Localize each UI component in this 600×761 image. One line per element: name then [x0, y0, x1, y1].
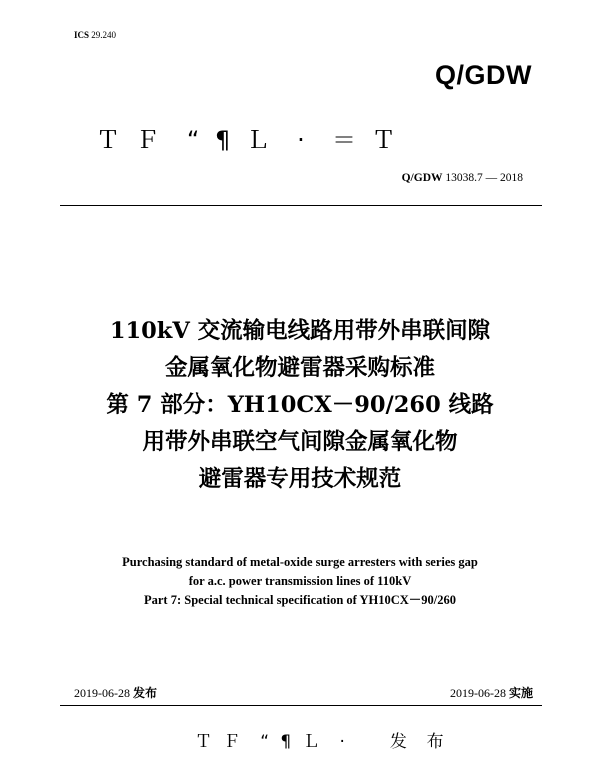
- publish-info: [74, 684, 157, 701]
- title-line: 110kV 交流输电线路用带外串联间隙: [109, 318, 491, 344]
- top-divider: [60, 205, 542, 206]
- implement-label: 实施: [508, 686, 533, 700]
- publish-label: 发布: [133, 686, 158, 700]
- title-line: 用带外串联空气间隙金属氧化物: [142, 429, 458, 455]
- title-line: 金属氧化物避雷器采购标准: [164, 355, 435, 381]
- english-title-line: for a.c. power transmission lines of 110kV: [188, 574, 412, 588]
- ics-label: ICS: [74, 30, 90, 40]
- publish-date: 2019-06-28: [74, 686, 130, 700]
- issuing-organization: Ｔ Ｆ “ ¶ Ｌ · ＝ Ｔ: [96, 126, 400, 154]
- standard-code: Q/GDW: [435, 60, 532, 90]
- title-line: 避雷器专用技术规范: [198, 466, 402, 492]
- ics-code: 29.240: [91, 30, 117, 40]
- ics-classification: [74, 30, 116, 40]
- issuer-line: Ｔ Ｆ “ ¶ Ｌ · 发 布: [195, 732, 447, 752]
- english-title: [0, 553, 600, 610]
- english-title-line: Part 7: Special technical specification of YH10CX－90/260: [144, 593, 456, 607]
- implement-date: 2019-06-28: [449, 686, 506, 700]
- chinese-title: [0, 313, 600, 498]
- standard-number: [402, 172, 523, 184]
- implement-info: [450, 684, 533, 701]
- english-title-line: Purchasing standard of metal-oxide surge arresters with series gap: [122, 555, 478, 569]
- bottom-divider: [60, 705, 542, 706]
- title-line: 第 7 部分：YH10CX－90/260 线路: [106, 392, 494, 418]
- standard-number-value: 13038.7 — 2018: [442, 172, 523, 184]
- standard-number-prefix: Q/GDW: [401, 172, 443, 184]
